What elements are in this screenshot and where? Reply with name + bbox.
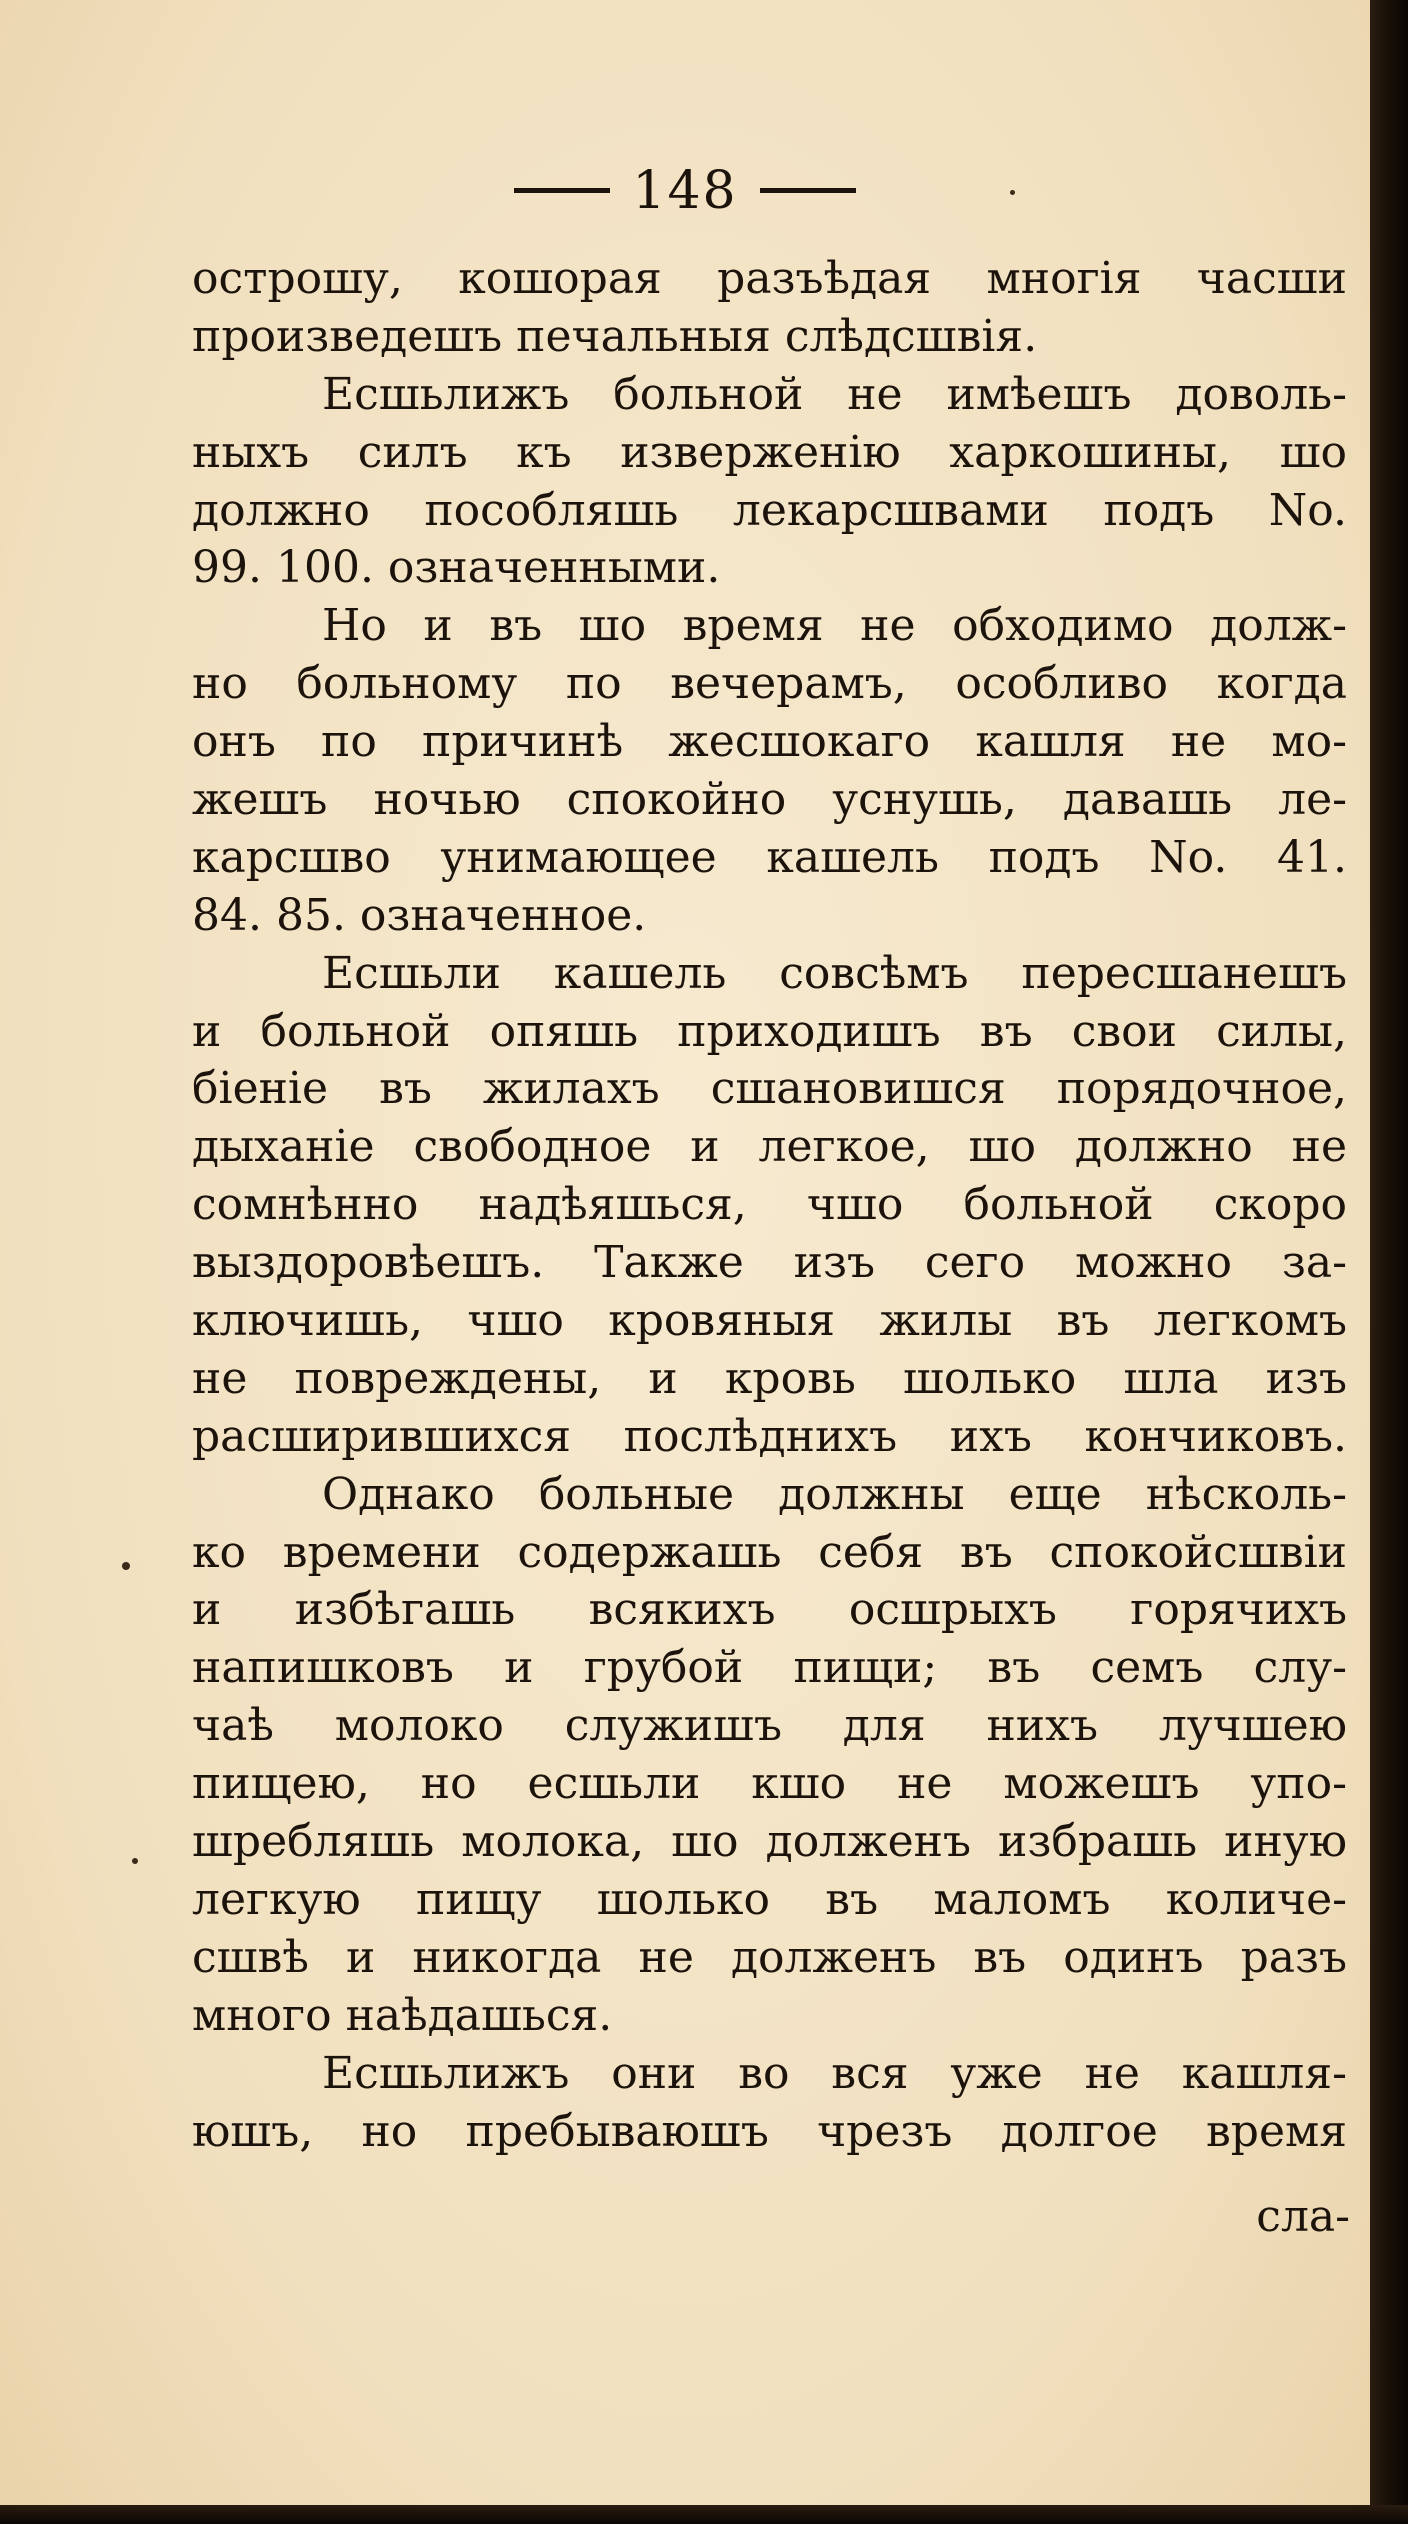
text-line: много наѣдашься. <box>192 1989 613 2041</box>
text-line: карсшво унимающее кашель подъ No. 41. <box>192 831 1347 883</box>
text-line: жешъ ночью спокойно уснушь, давашь ле- <box>192 774 1347 826</box>
ink-speck <box>122 1562 130 1570</box>
header-rule-left <box>514 188 610 193</box>
text-line: шребляшь молока, шо долженъ избрашь иную <box>192 1816 1347 1868</box>
text-line: Однако больные должны еще нѣсколь- <box>322 1468 1347 1520</box>
text-line: и избѣгашь всякихъ осшрыхъ горячихъ <box>192 1584 1347 1636</box>
ink-speck <box>132 1858 138 1864</box>
text-line: 84. 85. означенное. <box>192 889 647 941</box>
page-header <box>0 152 1370 222</box>
text-line: сшвѣ и никогда не долженъ въ одинъ разъ <box>192 1931 1347 1983</box>
text-line: выздоровѣешъ. Также изъ сего можно за- <box>192 1237 1347 1289</box>
page-edge-right <box>1370 0 1408 2524</box>
text-line: біеніе въ жилахъ сшановишся порядочное, <box>192 1063 1347 1115</box>
text-line: Но и въ шо время не обходимо долж- <box>322 600 1347 652</box>
text-line: напишковъ и грубой пищи; въ семъ слу- <box>192 1642 1347 1694</box>
text-line: чаѣ молоко служишъ для нихъ лучшею <box>192 1700 1347 1752</box>
text-line: ныхъ силъ къ изверженію харкошины, шо <box>192 426 1347 478</box>
text-line: юшъ, но пребываюшъ чрезъ долгое время <box>192 2105 1347 2157</box>
body-text <box>192 250 1347 2160</box>
text-line: 99. 100. означенными. <box>192 542 721 594</box>
text-line: пищею, но есшьли кшо не можешъ упо- <box>192 1758 1347 1810</box>
text-line: онъ по причинѣ жесшокаго кашля не мо- <box>192 716 1347 768</box>
header-rule-right <box>760 188 856 193</box>
text-line: ко времени содержашь себя въ спокойсшвіи <box>192 1526 1347 1578</box>
catchword: сла- <box>1256 2191 1350 2242</box>
text-line: сомнѣнно надѣяшься, чшо больной скоро <box>192 1179 1347 1231</box>
ink-speck <box>1010 190 1015 195</box>
text-line: не повреждены, и кровь шолько шла изъ <box>192 1352 1347 1404</box>
text-line: острошу, кошорая разъѣдая многія часши <box>192 253 1347 304</box>
text-line: дыханіе свободное и легкое, шо должно не <box>192 1121 1347 1173</box>
page-number: 148 <box>632 160 738 221</box>
text-line: легкую пищу шолько въ маломъ количе- <box>192 1873 1347 1925</box>
text-line: должно пособляшь лекарсшвами подъ No. <box>192 484 1347 536</box>
text-line: Есшьли кашель совсѣмъ пересшанешъ <box>322 947 1347 999</box>
text-line: ключишь, чшо кровяныя жилы въ легкомъ <box>192 1295 1347 1347</box>
page-edge-bottom <box>0 2505 1408 2524</box>
text-line: произведешъ печальныя слѣдсшвія. <box>192 310 1038 362</box>
text-line: и больной опяшь приходишъ въ свои силы, <box>192 1005 1347 1057</box>
text-line: Есшьлижъ они во вся уже не кашля- <box>322 2047 1347 2099</box>
text-line: но больному по вечерамъ, особливо когда <box>192 658 1347 710</box>
text-line: Есшьлижъ больной не имѣешъ доволь- <box>322 368 1347 420</box>
text-line: расширившихся послѣднихъ ихъ кончиковъ. <box>192 1410 1347 1462</box>
